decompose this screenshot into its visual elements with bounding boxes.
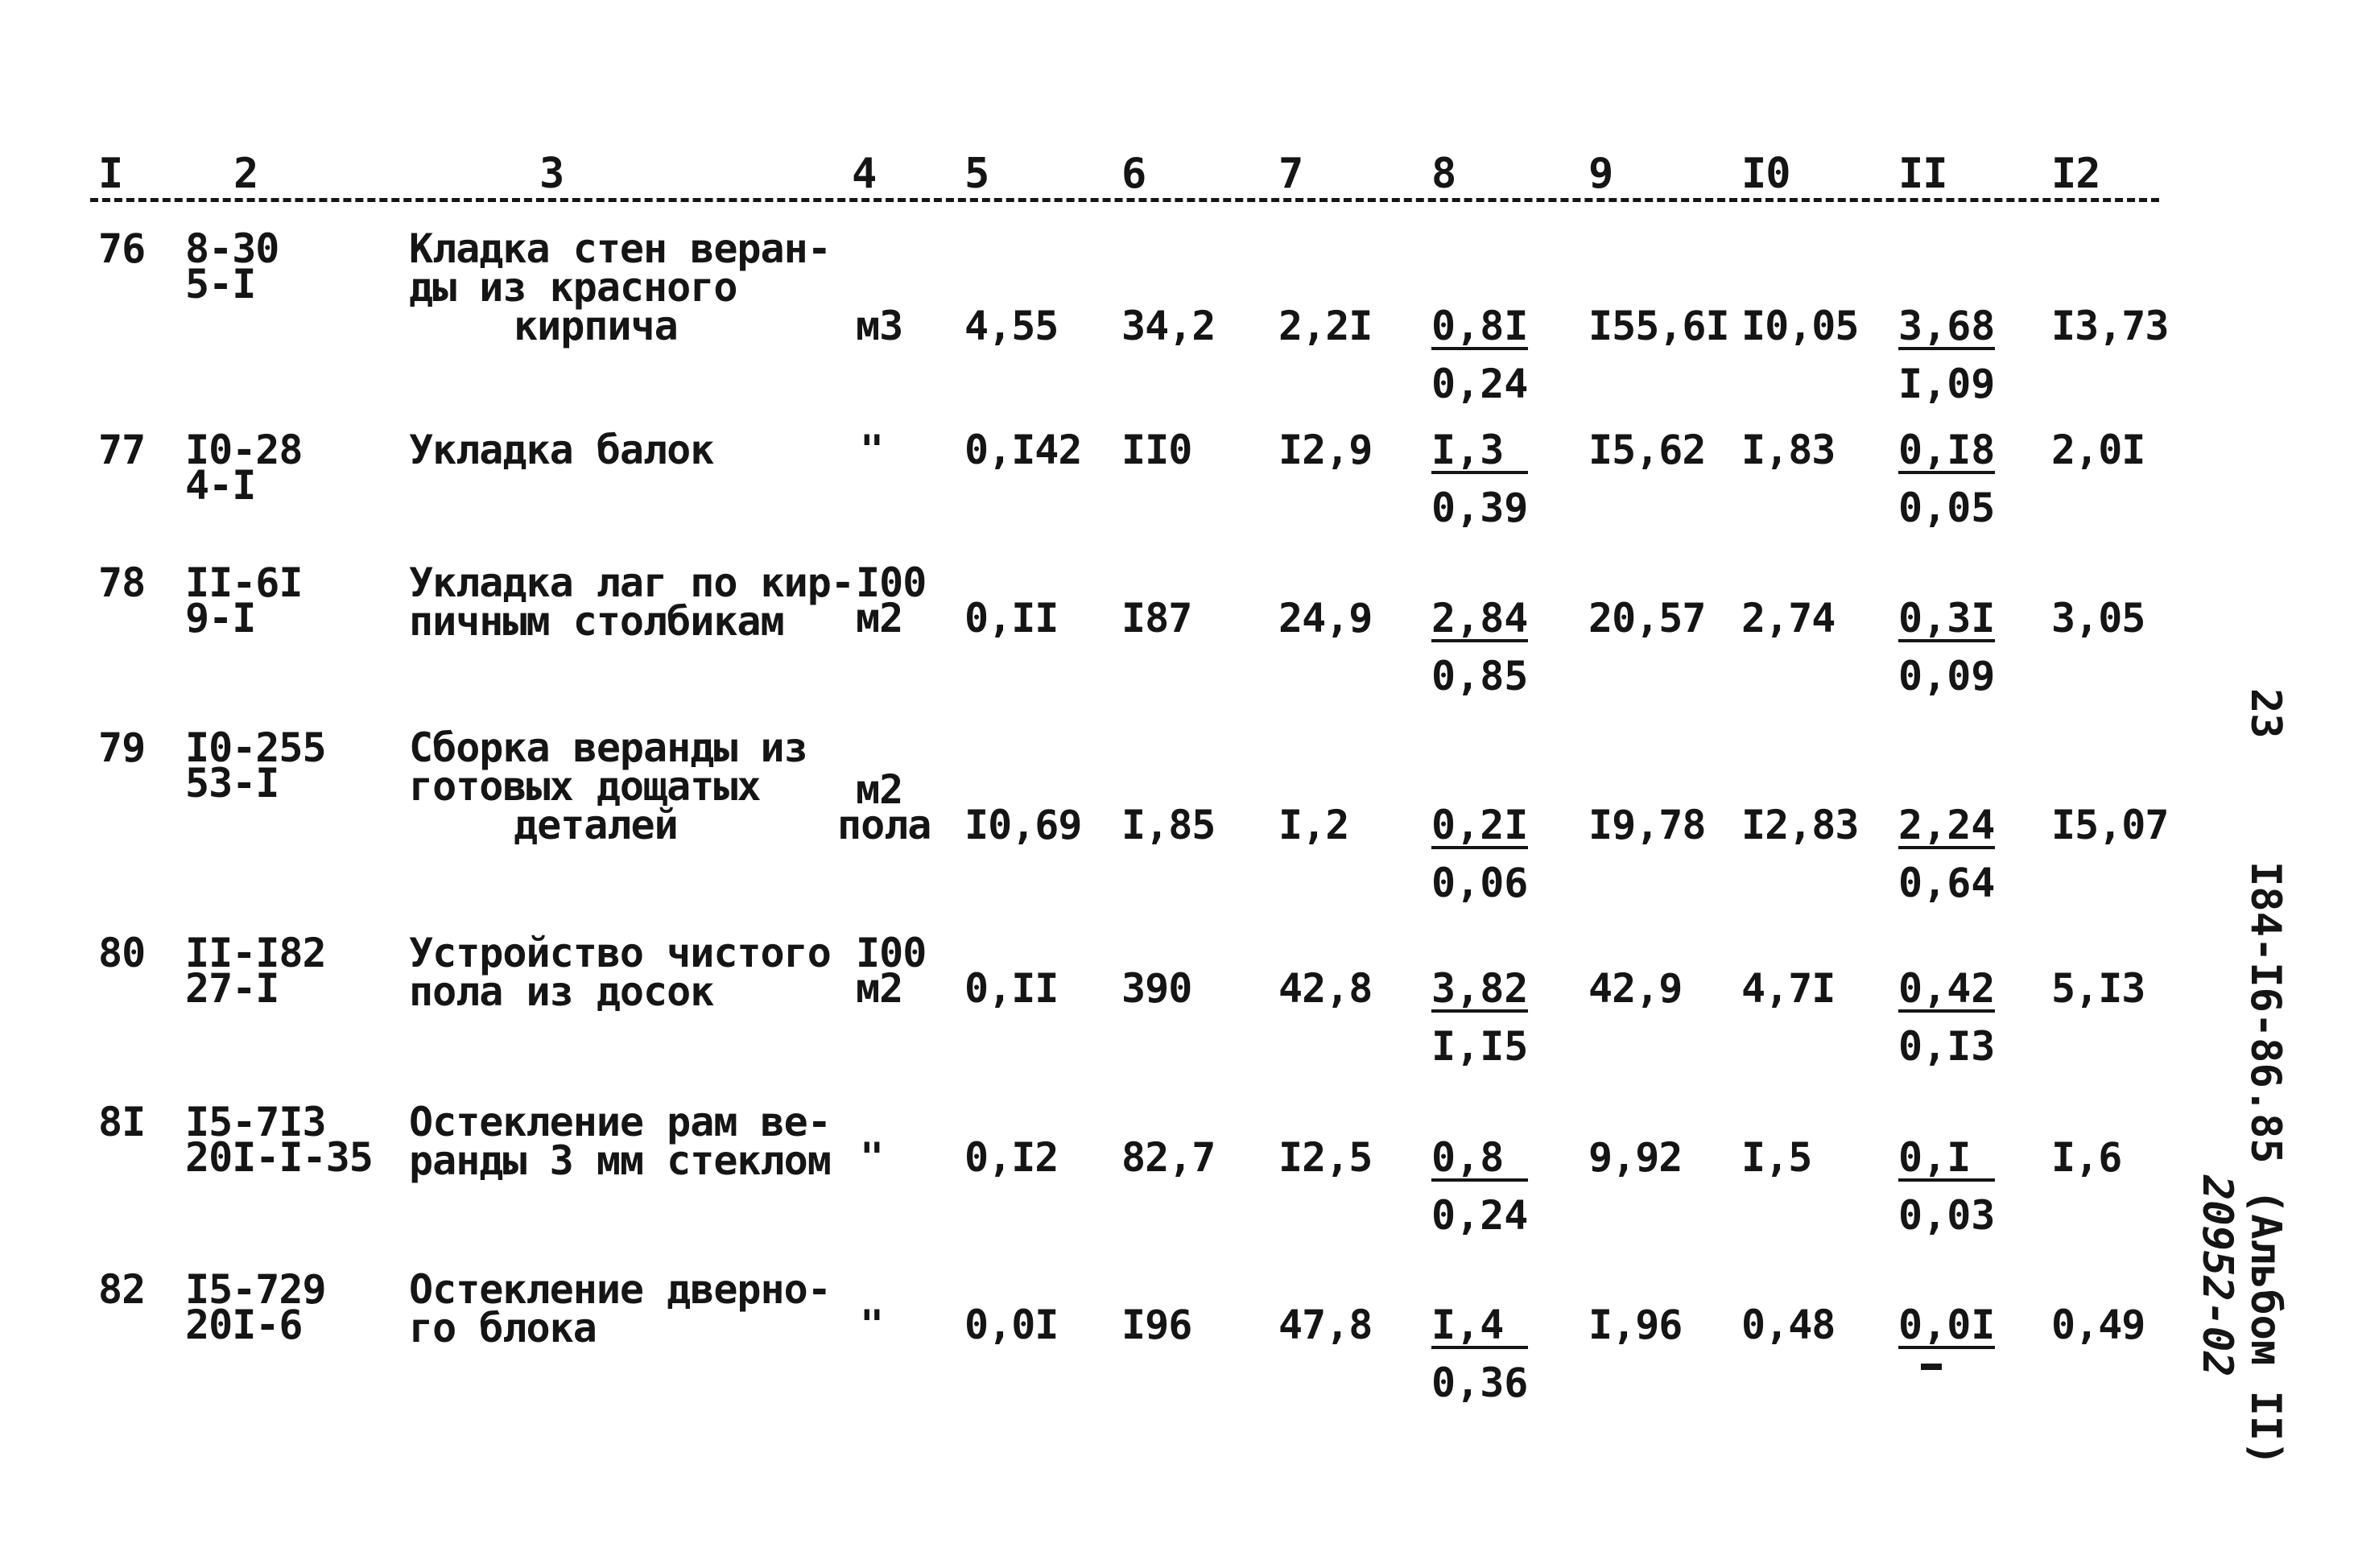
col-9-value: 20,57 [1588, 595, 1706, 642]
col-10-value: I0,05 [1741, 303, 1859, 349]
norm-code-line: II-6I [185, 559, 303, 606]
unit-line: " [860, 427, 884, 473]
col-10-value: 4,7I [1741, 965, 1836, 1012]
norm-code-line: 53-I [185, 760, 279, 807]
col-11-fraction [1898, 965, 1996, 1070]
column-header-9: 9 [1588, 150, 1613, 198]
col-8-fraction [1431, 1134, 1529, 1239]
col-6-value: I96 [1121, 1302, 1192, 1348]
col-6-value: II0 [1121, 427, 1192, 473]
norm-code-line: I5-729 [185, 1266, 326, 1313]
unit-line: м3 [856, 303, 903, 349]
col-10-value: I,5 [1741, 1134, 1812, 1181]
col-10-value: 2,74 [1741, 595, 1836, 642]
norm-code-line: 4-I [185, 462, 256, 509]
col-7-value: 2,2I [1278, 303, 1373, 349]
row-number: 8I [98, 1099, 146, 1145]
work-name-line: Сборка веранды из [409, 724, 807, 771]
row-number: 78 [98, 559, 146, 606]
col-8-fraction [1431, 303, 1529, 407]
row-number: 82 [98, 1266, 146, 1313]
col-11-fraction-denominator: 0,05 [1898, 485, 1996, 531]
unit-line: м2 [856, 965, 903, 1012]
col-8-fraction [1431, 595, 1529, 699]
column-header-7: 7 [1278, 150, 1303, 198]
document-code: I84-I6-86.85 (Альбом II) [2241, 861, 2290, 1467]
col-5-value: 0,II [964, 595, 1059, 642]
col-12-value: 3,05 [2051, 595, 2145, 642]
col-5-value: 0,I2 [964, 1134, 1059, 1181]
col-7-value: I2,5 [1278, 1134, 1373, 1181]
col-8-fraction-numerator: I,4 [1431, 1306, 1528, 1349]
work-name-line: Остекление дверно- [409, 1266, 831, 1313]
column-header-11: II [1898, 150, 1947, 198]
norm-code-line: 8-30 [185, 225, 279, 272]
col-8-fraction-numerator: 0,2I [1431, 802, 1529, 848]
work-name-line: Укладка балок [409, 427, 714, 473]
col-8-fraction [1431, 965, 1529, 1070]
col-10-value: I2,83 [1741, 802, 1859, 848]
work-name-line: го блока [409, 1305, 597, 1351]
unit-line: I00 [856, 930, 927, 976]
page-number: 23 [2241, 688, 2290, 739]
col-5-value: I0,69 [964, 802, 1082, 848]
column-header-2: 2 [233, 150, 258, 198]
col-9-value: I,96 [1588, 1302, 1683, 1348]
norm-code-line: 5-I [185, 261, 256, 307]
header-rule [90, 198, 2159, 202]
col-9-value: I9,78 [1588, 802, 1706, 848]
col-11-fraction [1898, 802, 1996, 906]
work-name-line: пичным столбикам [409, 598, 784, 645]
col-8-fraction-numerator: 0,8I [1431, 303, 1529, 349]
column-header-4: 4 [852, 150, 877, 198]
col-8-fraction-denominator: 0,36 [1431, 1360, 1529, 1406]
col-8-fraction-denominator: I,I5 [1431, 1023, 1529, 1070]
col-11-fraction-numerator: 0,3I [1898, 595, 1996, 642]
col-6-value: 34,2 [1121, 303, 1216, 349]
col-6-value: I,85 [1121, 802, 1216, 848]
unit-line: " [860, 1302, 884, 1348]
norm-code-line: I0-255 [185, 724, 326, 771]
col-8-fraction-denominator: 0,24 [1431, 361, 1529, 407]
col-11-fraction-numerator: 2,24 [1898, 802, 1996, 848]
col-12-value: I5,07 [2051, 802, 2169, 848]
col-7-value: I,2 [1278, 802, 1349, 848]
column-header-6: 6 [1121, 150, 1146, 198]
col-11-fraction-numerator: 0,I [1898, 1138, 1995, 1182]
col-11-fraction-denominator: 0,09 [1898, 653, 1996, 699]
col-12-value: 2,0I [2051, 427, 2145, 473]
unit-line: м2 [856, 766, 903, 813]
col-11-fraction [1898, 303, 1996, 407]
norm-code-line: I0-28 [185, 427, 303, 473]
col-11-fraction [1898, 1302, 1996, 1370]
col-8-fraction [1431, 427, 1529, 531]
work-name-line: готовых дощатых [409, 763, 761, 810]
col-10-value: I,83 [1741, 427, 1836, 473]
col-8-fraction-numerator: 3,82 [1431, 965, 1529, 1012]
col-5-value: 4,55 [964, 303, 1059, 349]
col-9-value: 9,92 [1588, 1134, 1683, 1181]
col-9-value: I55,6I [1588, 303, 1729, 349]
col-8-fraction-denominator: 0,06 [1431, 860, 1529, 906]
col-8-fraction [1431, 1302, 1529, 1406]
column-header-5: 5 [964, 150, 989, 198]
row-number: 80 [98, 930, 146, 976]
row-number: 76 [98, 225, 146, 272]
norm-code-line: 9-I [185, 595, 256, 642]
work-name-line: Укладка лаг по кир- [409, 559, 854, 606]
col-5-value: 0,I42 [964, 427, 1082, 473]
norm-code-line: I5-7I3 [185, 1099, 326, 1145]
col-11-fraction [1898, 427, 1996, 531]
col-11-fraction-denominator: 0,03 [1898, 1192, 1996, 1239]
column-header-12: I2 [2051, 150, 2100, 198]
col-8-fraction-numerator: 0,8 [1431, 1138, 1528, 1182]
col-6-value: I87 [1121, 595, 1192, 642]
unit-line: " [860, 1134, 884, 1181]
work-name-line: Остекление рам ве- [409, 1099, 831, 1145]
column-header-10: I0 [1741, 150, 1790, 198]
work-name-line: Кладка стен веран- [409, 225, 831, 272]
col-11-fraction-numerator: 0,I8 [1898, 427, 1996, 473]
col-7-value: I2,9 [1278, 427, 1373, 473]
col-8-fraction [1431, 802, 1529, 906]
work-name-line: Устройство чистого [409, 930, 831, 976]
col-11-fraction-numerator: 0,0I [1898, 1302, 1996, 1348]
col-9-value: 42,9 [1588, 965, 1683, 1012]
row-number: 79 [98, 724, 146, 771]
col-7-value: 47,8 [1278, 1302, 1373, 1348]
col-8-fraction-numerator: 2,84 [1431, 595, 1529, 642]
col-9-value: I5,62 [1588, 427, 1706, 473]
col-10-value: 0,48 [1741, 1302, 1836, 1348]
norm-code-line: 20I-I-35 [185, 1134, 373, 1181]
col-11-fraction-denominator-dash [1921, 1364, 1942, 1370]
work-name-line: пола из досок [409, 968, 714, 1015]
col-8-fraction-numerator: I,3 [1431, 431, 1528, 474]
col-6-value: 82,7 [1121, 1134, 1216, 1181]
inventory-number: 20952-02 [2193, 1175, 2241, 1377]
norm-code-line: 27-I [185, 965, 279, 1012]
unit-line: пола [837, 802, 931, 848]
col-11-fraction-numerator: 0,42 [1898, 965, 1996, 1012]
work-name-line: ранды 3 мм стеклом [409, 1137, 831, 1184]
column-header-3: 3 [539, 150, 564, 198]
col-8-fraction-denominator: 0,24 [1431, 1192, 1529, 1239]
col-8-fraction-denominator: 0,39 [1431, 485, 1529, 531]
col-6-value: 390 [1121, 965, 1192, 1012]
col-12-value: 5,I3 [2051, 965, 2145, 1012]
unit-line: м2 [856, 595, 903, 642]
work-name-line: кирпича [514, 303, 678, 349]
work-name-line: ды из красного [409, 264, 737, 311]
col-11-fraction-numerator: 3,68 [1898, 303, 1996, 349]
col-12-value: I3,73 [2051, 303, 2169, 349]
col-7-value: 42,8 [1278, 965, 1373, 1012]
col-11-fraction [1898, 595, 1996, 699]
work-name-line: деталей [514, 802, 678, 848]
col-8-fraction-denominator: 0,85 [1431, 653, 1529, 699]
norm-code-line: 20I-6 [185, 1302, 303, 1348]
column-header-8: 8 [1431, 150, 1456, 198]
col-7-value: 24,9 [1278, 595, 1373, 642]
col-5-value: 0,0I [964, 1302, 1059, 1348]
column-header-1: I [98, 150, 123, 198]
col-11-fraction-denominator: I,09 [1898, 361, 1996, 407]
col-12-value: I,6 [2051, 1134, 2122, 1181]
row-number: 77 [98, 427, 146, 473]
col-5-value: 0,II [964, 965, 1059, 1012]
col-12-value: 0,49 [2051, 1302, 2145, 1348]
unit-line: I00 [856, 559, 927, 606]
col-11-fraction-denominator: 0,I3 [1898, 1023, 1996, 1070]
col-11-fraction-denominator: 0,64 [1898, 860, 1996, 906]
col-11-fraction [1898, 1134, 1996, 1239]
norm-code-line: II-I82 [185, 930, 326, 976]
